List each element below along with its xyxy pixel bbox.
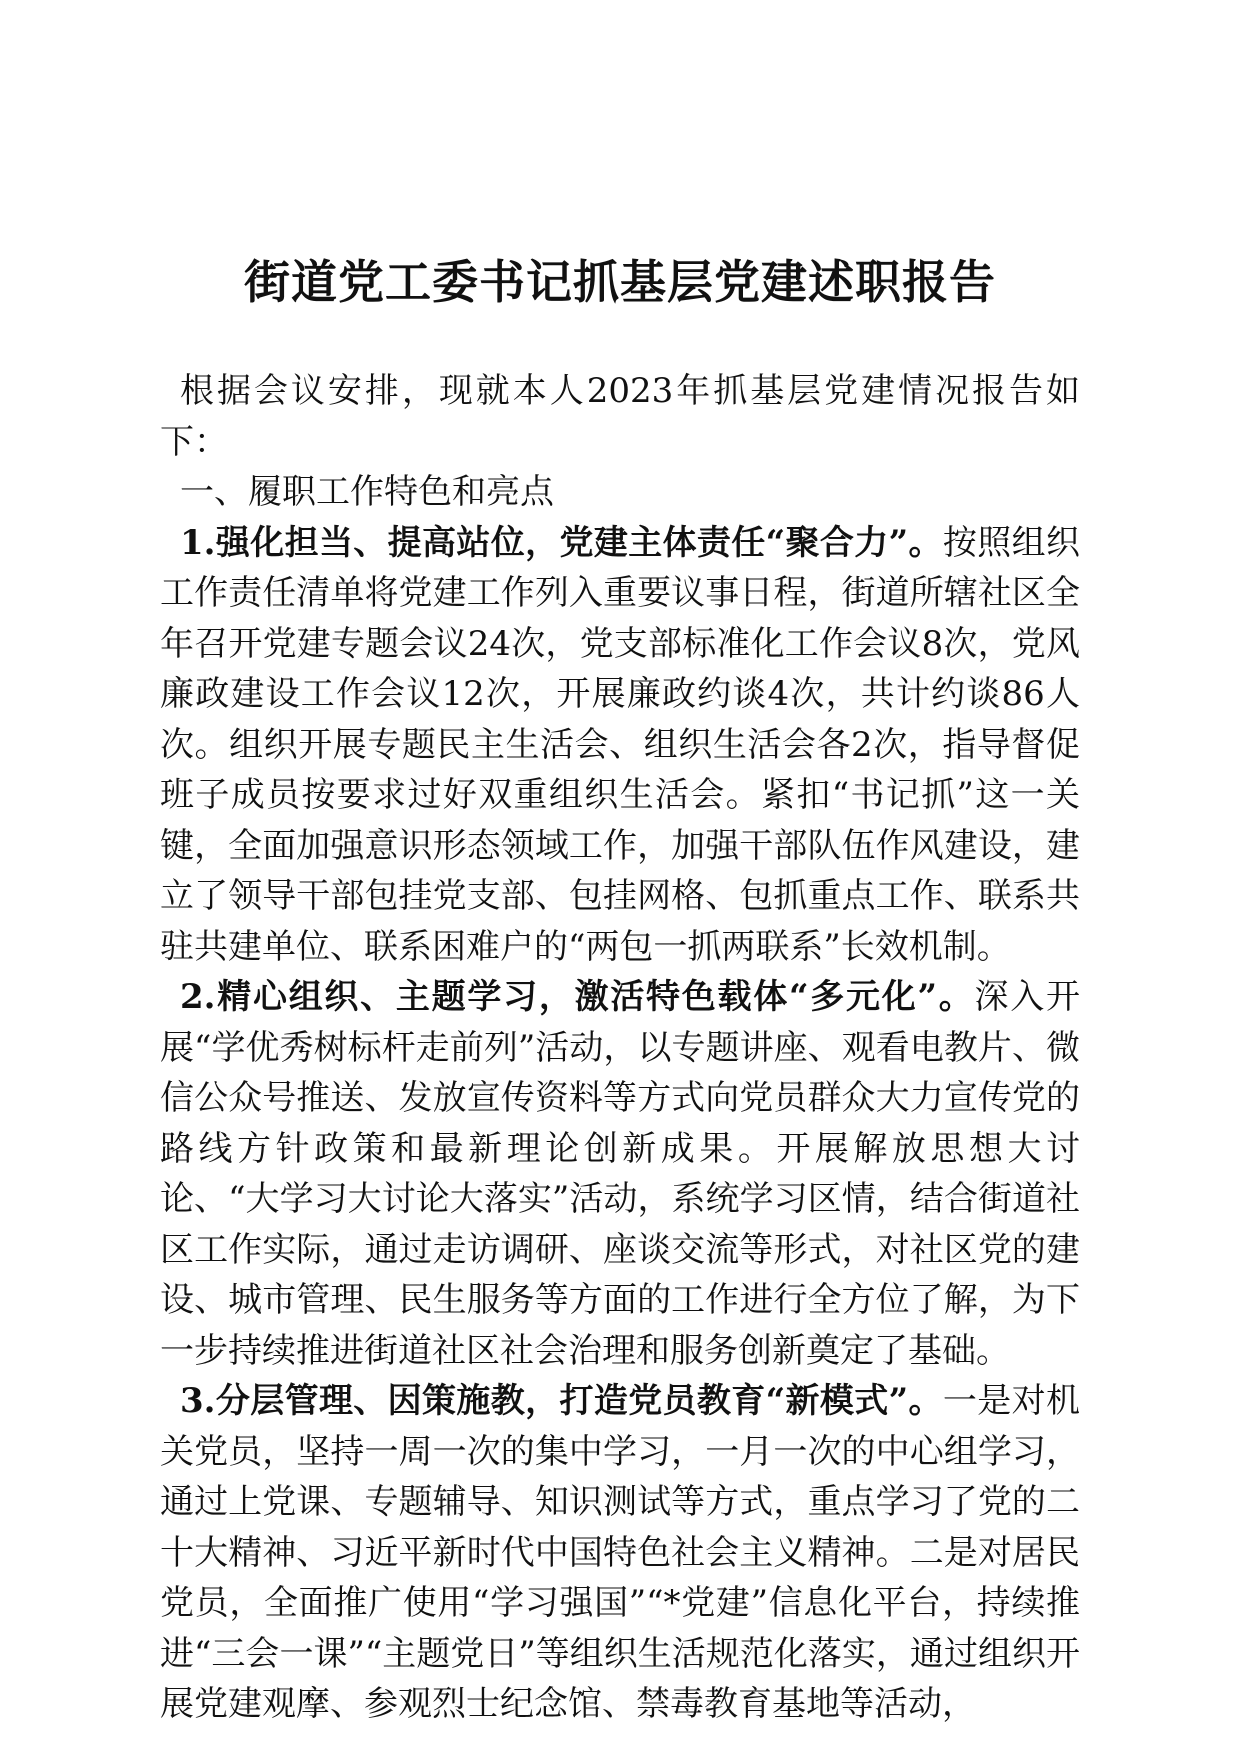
item-body-1: 按照组织工作责任清单将党建工作列入重要议事日程，街道所辖社区全年召开党建专题会议24次，党支部标准化工作会议8次，党风廉政建设工作会议12次，开展廉政约谈4次，共计约谈86人次。组织开展专题民主生活会、组织生活会各2次，指导督促班子成员按要求过好双重组织生活会。紧扣“书记抓”这一关键，全面加强意识形态领域工作，加强干部队伍作风建设，建立了领导干部包挂党支部、包挂网格、包抓重点工作、联系共驻共建单位、联系困难户的“两包一抓两联系”长效机制。 — [160, 522, 1081, 967]
section-heading: 一、履职工作特色和亮点 — [180, 472, 554, 512]
item-paragraph-3 — [160, 1376, 1080, 1730]
document-title: 街道党工委书记抓基层党建述职报告 — [244, 255, 996, 309]
item-lead-3: 3.分层管理、因策施教，打造党员教育“新模式”。 — [180, 1381, 943, 1421]
item-lead-1: 1.强化担当、提高站位，党建主体责任“聚合力”。 — [180, 522, 943, 563]
item-body-2: 深入开展“学优秀树标杆走前列”活动，以专题讲座、观看电教片、微信公众号推送、发放宣传资料等方式向党员群众大力宣传党的路线方针政策和最新理论创新成果。开展解放思想大讨论、“大学习大讨论大落实”活动，系统学习区情，结合街道社区工作实际，通过走访调研、座谈交流等形式，对社区党的建设、城市管理、民生服务等方面的工作进行全方位了解，为下一步持续推进街道社区社会治理和服务创新奠定了基础。 — [160, 977, 1081, 1371]
item-lead-2: 2.精心组织、主题学习，激活特色载体“多元化”。 — [180, 977, 975, 1017]
intro-paragraph: 根据会议安排，现就本人2023年抓基层党建情况报告如下： — [160, 371, 1080, 462]
item-paragraph-2 — [160, 972, 1080, 1376]
item-body-3: 一是对机关党员，坚持一周一次的集中学习，一月一次的中心组学习，通过上党课、专题辅导、知识测试等方式，重点学习了党的二十大精神、习近平新时代中国特色社会主义精神。二是对居民党员，全面推广使用“学习强国”“*党建”信息化平台，持续推进“三会一课”“主题党日”等组织生活规范化落实，通过组织开展党建观摩、参观烈士纪念馆、禁毒教育基地等活动， — [160, 1381, 1081, 1724]
document-page — [160, 250, 1080, 1730]
item-paragraph-1 — [160, 518, 1080, 973]
